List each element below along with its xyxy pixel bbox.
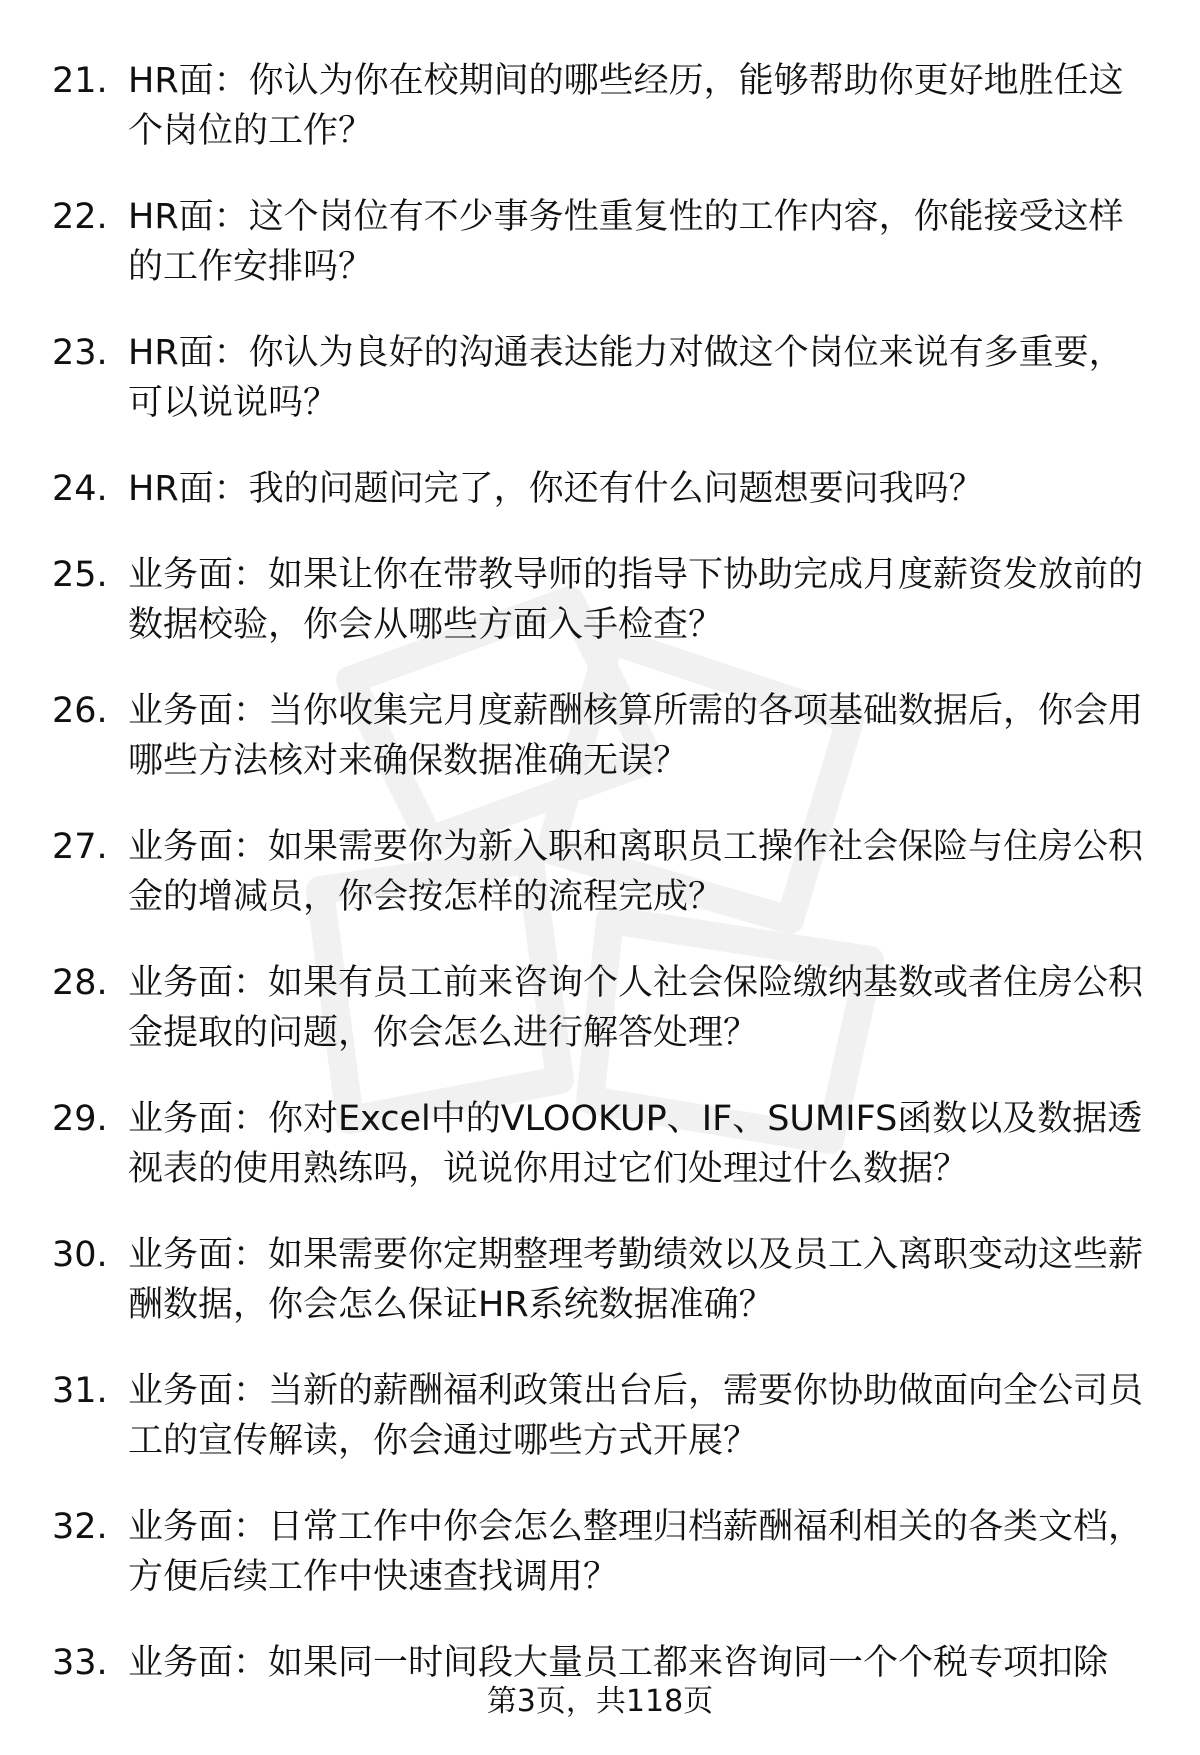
question-text: 业务面：如果有员工前来咨询个人社会保险缴纳基数或者住房公积金提取的问题，你会怎么进行解答处理？ bbox=[128, 963, 1144, 1053]
list-item bbox=[52, 1366, 1152, 1466]
question-text: 业务面：你对Excel中的VLOOKUP、IF、SUMIFS函数以及数据透视表的使用熟练吗，说说你用过它们处理过什么数据？ bbox=[128, 1099, 1143, 1189]
question-number: 27. bbox=[52, 827, 108, 867]
question-number: 33. bbox=[52, 1643, 108, 1683]
question-number: 24. bbox=[52, 469, 108, 509]
question-number: 26. bbox=[52, 691, 108, 731]
question-number: 21. bbox=[52, 61, 108, 101]
list-item bbox=[52, 1638, 1152, 1688]
question-list bbox=[52, 56, 1152, 1724]
question-number: 32. bbox=[52, 1507, 108, 1547]
question-text: 业务面：当你收集完月度薪酬核算所需的各项基础数据后，你会用哪些方法核对来确保数据准确无误？ bbox=[128, 691, 1144, 781]
question-number: 31. bbox=[52, 1371, 108, 1411]
question-text: HR面：我的问题问完了，你还有什么问题想要问我吗？ bbox=[128, 469, 984, 509]
question-number: 23. bbox=[52, 333, 108, 373]
question-text: 业务面：如果同一时间段大量员工都来咨询同一个个税专项扣除 bbox=[128, 1643, 1109, 1683]
question-text: HR面：你认为良好的沟通表达能力对做这个岗位来说有多重要，可以说说吗？ bbox=[128, 333, 1124, 423]
question-number: 29. bbox=[52, 1099, 108, 1139]
question-text: 业务面：如果需要你定期整理考勤绩效以及员工入离职变动这些薪酬数据，你会怎么保证HR系统数据准确？ bbox=[128, 1235, 1144, 1325]
list-item bbox=[52, 686, 1152, 786]
list-item bbox=[52, 192, 1152, 292]
list-item bbox=[52, 464, 1152, 514]
question-number: 22. bbox=[52, 197, 108, 237]
list-item bbox=[52, 1230, 1152, 1330]
question-text: 业务面：当新的薪酬福利政策出台后，需要你协助做面向全公司员工的宣传解读，你会通过哪些方式开展？ bbox=[128, 1371, 1144, 1461]
page-footer: 第3页，共118页 bbox=[486, 1684, 714, 1719]
list-item bbox=[52, 1502, 1152, 1602]
list-item bbox=[52, 56, 1152, 156]
question-text: 业务面：如果需要你为新入职和离职员工操作社会保险与住房公积金的增减员，你会按怎样的流程完成？ bbox=[128, 827, 1144, 917]
question-number: 30. bbox=[52, 1235, 108, 1275]
list-item bbox=[52, 328, 1152, 428]
list-item bbox=[52, 822, 1152, 922]
question-text: 业务面：日常工作中你会怎么整理归档薪酬福利相关的各类文档，方便后续工作中快速查找调用？ bbox=[128, 1507, 1144, 1597]
question-text: HR面：这个岗位有不少事务性重复性的工作内容，你能接受这样的工作安排吗？ bbox=[128, 197, 1124, 287]
list-item bbox=[52, 1094, 1152, 1194]
list-item bbox=[52, 550, 1152, 650]
question-number: 25. bbox=[52, 555, 108, 595]
list-item bbox=[52, 958, 1152, 1058]
question-text: 业务面：如果让你在带教导师的指导下协助完成月度薪资发放前的数据校验，你会从哪些方面入手检查？ bbox=[128, 555, 1144, 645]
question-number: 28. bbox=[52, 963, 108, 1003]
question-text: HR面：你认为你在校期间的哪些经历，能够帮助你更好地胜任这个岗位的工作？ bbox=[128, 61, 1124, 151]
